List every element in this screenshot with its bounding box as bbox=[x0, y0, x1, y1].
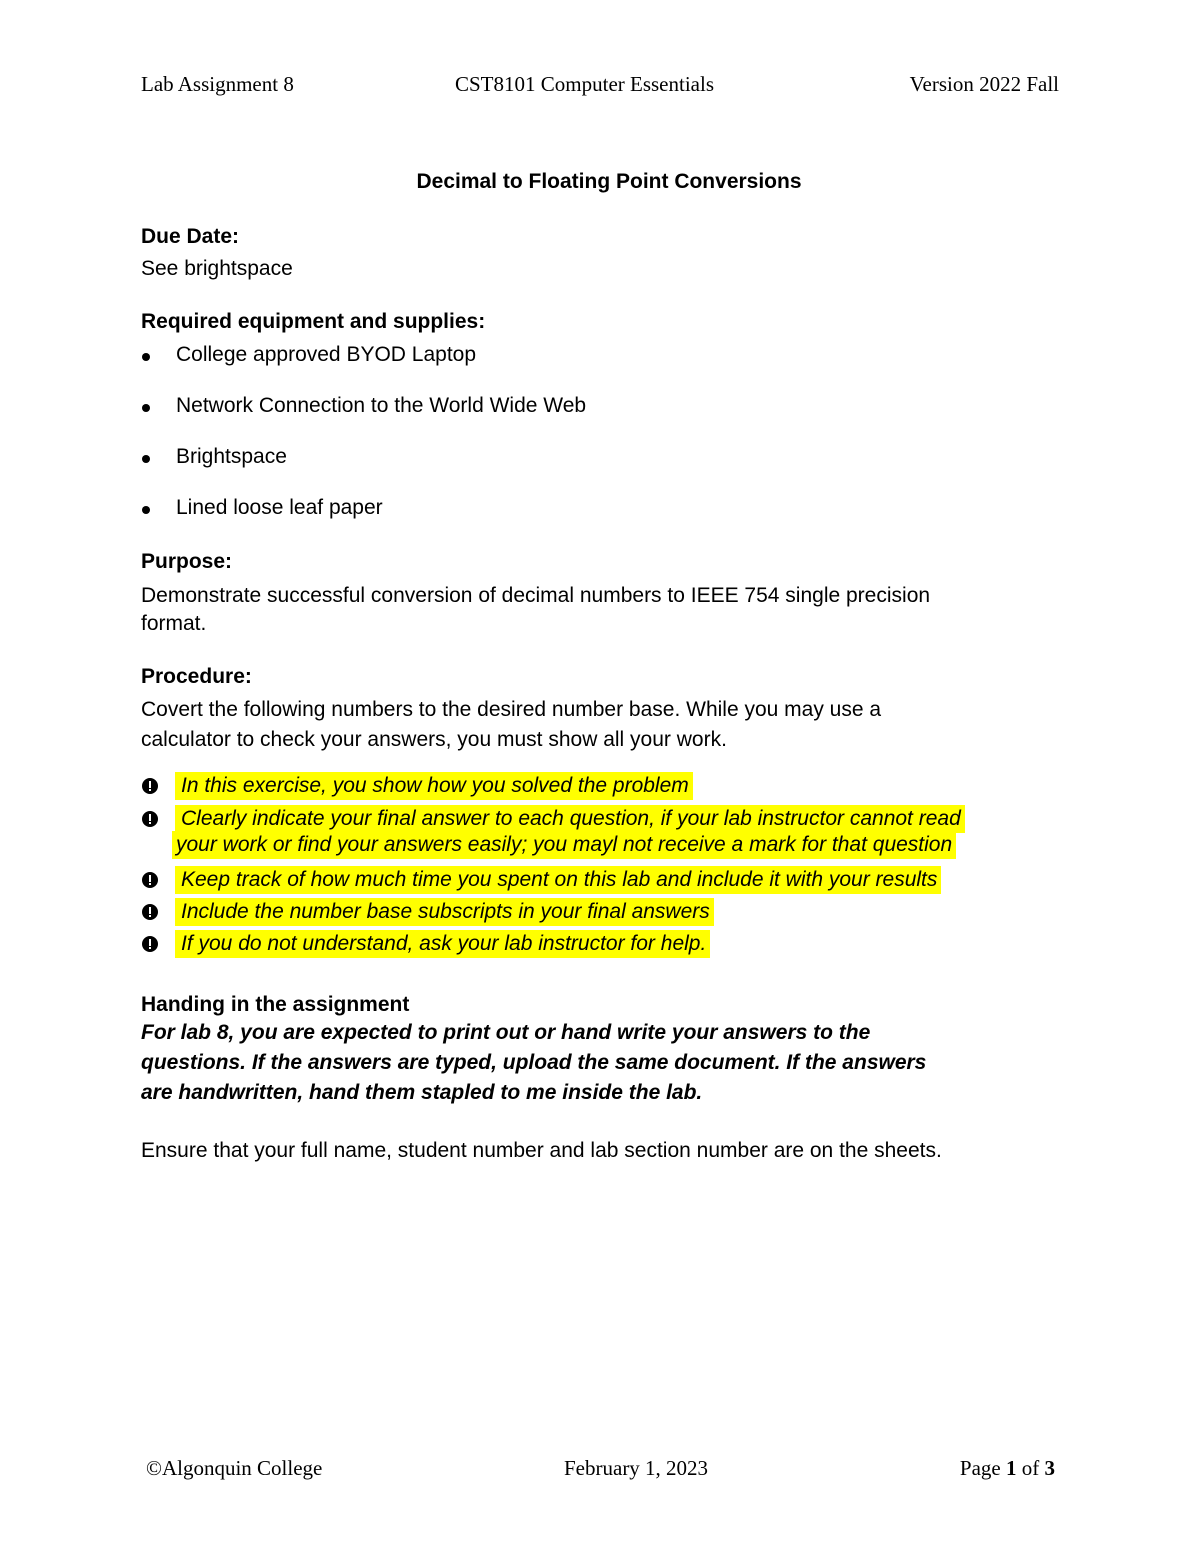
document-title: Decimal to Floating Point Conversions bbox=[416, 170, 802, 193]
footer-copyright: ©Algonquin College bbox=[146, 1456, 323, 1480]
bullet-icon bbox=[142, 506, 150, 514]
due-date-text: See brightspace bbox=[141, 257, 293, 280]
page-header bbox=[141, 72, 1059, 102]
bullet-icon bbox=[142, 353, 150, 361]
bullet-icon bbox=[142, 404, 150, 412]
handing-in-line: questions. If the answers are typed, upload the same document. If the answers bbox=[141, 1051, 927, 1074]
exclamation-icon bbox=[142, 872, 158, 888]
exclamation-icon bbox=[142, 811, 158, 827]
due-date-heading: Due Date: bbox=[141, 225, 240, 248]
page-footer bbox=[141, 1456, 1055, 1486]
procedure-line: Covert the following numbers to the desired number base. While you may use a bbox=[141, 698, 882, 721]
handing-in-line: are handwritten, hand them stapled to me inside the lab. bbox=[141, 1081, 703, 1104]
header-left: Lab Assignment 8 bbox=[141, 72, 294, 96]
equipment-heading: Required equipment and supplies: bbox=[141, 310, 486, 333]
bullet-icon bbox=[142, 455, 150, 463]
ensure-text: Ensure that your full name, student number and lab section number are on the sheets. bbox=[141, 1139, 942, 1162]
highlighted-note-continued: your work or find your answers easily; you mayl not receive a mark for that question bbox=[172, 831, 956, 859]
exclamation-icon bbox=[142, 936, 158, 952]
exclamation-icon bbox=[142, 778, 158, 794]
header-center: CST8101 Computer Essentials bbox=[455, 72, 714, 96]
purpose-heading: Purpose: bbox=[141, 550, 233, 573]
footer-date: February 1, 2023 bbox=[564, 1456, 709, 1480]
page-number: Page 1 of 3 bbox=[959, 1456, 1055, 1480]
procedure-heading: Procedure: bbox=[141, 665, 252, 688]
procedure-line: calculator to check your answers, you must show all your work. bbox=[141, 728, 727, 751]
exclamation-icon bbox=[142, 904, 158, 920]
handing-in-heading: Handing in the assignment bbox=[141, 993, 410, 1016]
purpose-line: format. bbox=[141, 612, 207, 635]
handing-in-line: For lab 8, you are expected to print out or hand write your answers to the bbox=[141, 1021, 871, 1044]
purpose-line: Demonstrate successful conversion of decimal numbers to IEEE 754 single precision bbox=[141, 584, 931, 607]
header-right: Version 2022 Fall bbox=[909, 72, 1059, 96]
